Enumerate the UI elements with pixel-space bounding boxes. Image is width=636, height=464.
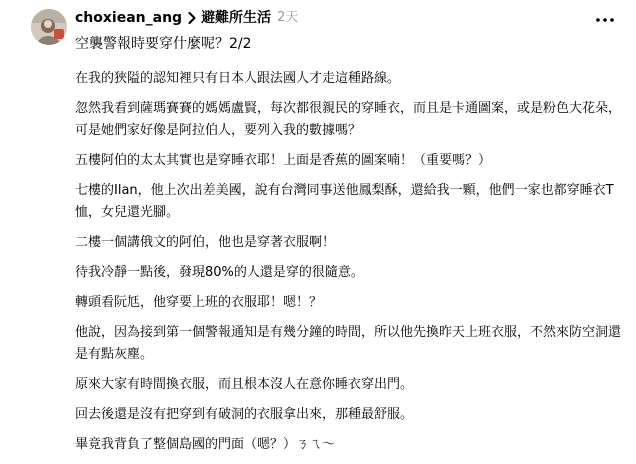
paragraph-6: 待我冷靜一點後，發現80%的人還是穿的很隨意。 (75, 265, 364, 280)
chevron-right-icon (188, 12, 196, 24)
paragraph-5: 二樓一個講俄文的阿伯，他也是穿著衣服啊！ (75, 235, 336, 250)
avatar[interactable] (31, 9, 67, 45)
paragraph-1: 在我的狹隘的認知裡只有日本人跟法國人才走這種路線。 (75, 71, 401, 86)
paragraph-7: 轉頭看阮尪，他穿要上班的衣服耶！嗯！？ (75, 295, 323, 310)
paragraph-4: 七樓的Ilan，他上次出差美國，說有台灣同事送他鳳梨酥，還給我一顆，他們一家也都穿睡衣T恤，女兒還光腳。 (75, 183, 614, 220)
more-options-icon (596, 18, 614, 22)
paragraph-9: 原來大家有時間換衣服，而且根本沒人在意你睡衣穿出門。 (75, 377, 414, 392)
more-options-button[interactable] (596, 12, 614, 28)
post-time: 2天 (277, 10, 299, 25)
post-header (0, 0, 636, 60)
paragraph-8: 他說，因為接到第一個警報通知是有幾分鐘的時間，所以他先換昨天上班衣服，不然來防空洞還是有點灰塵。 (75, 325, 622, 362)
author-name[interactable]: choxiean_ang (75, 10, 183, 26)
paragraph-10: 回去後還是沒有把穿到有破洞的衣服拿出來，那種最舒服。 (75, 407, 414, 422)
post-content (75, 68, 623, 464)
paragraph-11: 畢竟我背負了整個島國的門面（嗯？）ㄋㄟ～ (75, 437, 336, 452)
paragraph-2: 忽然我看到薩瑪賽賽的媽媽盧賢，每次都很親民的穿睡衣，而且是卡通圖案，或是粉色大花朵，可是她們家好像是阿拉伯人，要列入我的數據嗎？ (75, 101, 622, 138)
topic-link[interactable]: 避難所生活 (201, 10, 272, 26)
post-title: 空襲警報時要穿什麼呢？2/2 (75, 36, 252, 52)
post-meta (75, 9, 298, 27)
avatar-photo (31, 9, 67, 45)
paragraph-3: 五樓阿伯的太太其實也是穿睡衣耶！上面是香蕉的圖案喃！（重要嗎？） (75, 153, 492, 168)
